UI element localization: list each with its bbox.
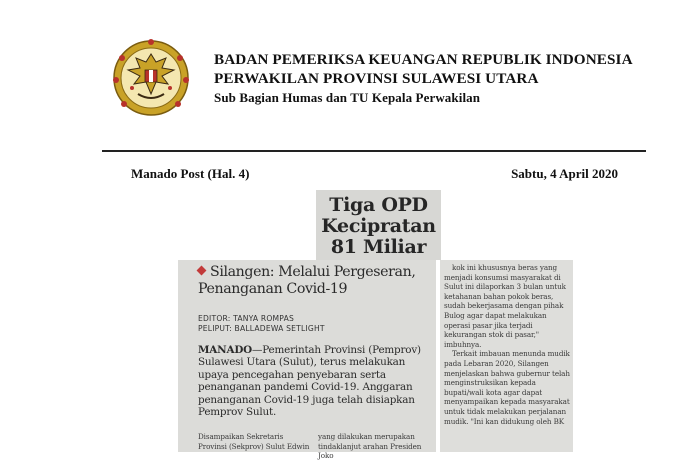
letterhead [214,50,684,106]
clipping-credits [198,314,325,334]
body-column-a: Disampaikan Sekretaris Provinsi (Sekprov) Sulut Edwin [198,432,310,451]
newspaper-source: Manado Post (Hal. 4) [131,166,250,181]
reporter-credit: PELIPUT: BALLADEWA SETLIGHT [198,324,325,333]
headline-line: Kecipratan [321,215,436,237]
headline-line: Tiga OPD [329,194,428,216]
side-paragraph-2: Terkait imbauan menunda mudik pada Lebaran 2020, Silangen menjelaskan bahwa gubernur telah menginstruksikan kepada bupati/wali kota agar dapat menyampaikan kepada masyarakat untuk tidak melakukan perjalanan mudik. "Ini kan didukung oleh BK [444,349,570,426]
header-divider [102,150,646,152]
org-subdivision: Sub Bagian Humas dan TU Kepala Perwakilan [214,90,481,105]
org-branch: PERWAKILAN PROVINSI SULAWESI UTARA [214,70,539,87]
editor-credit: EDITOR: TANYA ROMPAS [198,314,295,323]
lead-paragraph [198,344,430,418]
side-paragraph-1: kok ini khususnya beras yang menjadi konsumsi masyarakat di Sulut ini dilaporkan 3 bulan untuk ketahanan bahan pokok beras, sudah bekerjasama dengan pihak Bulog agar dapat melakukan operasi pasar jika terjadi kekurangan stok di pasar," imbuhnya. [444,263,566,349]
side-column-text [444,263,570,426]
subheadline-text: Silangen: Melalui Pergeseran, Penanganan Covid-19 [198,264,416,297]
diamond-bullet-icon [197,265,207,275]
newspaper-clipping [178,190,573,461]
body-column-b: yang dilakukan merupakan tindaklanjut arahan Presiden Joko [318,432,422,461]
dateline: MANADO [198,344,252,356]
org-name: BADAN PEMERIKSA KEUANGAN REPUBLIK INDONESIA [214,51,633,68]
clipping-side-column [440,260,573,452]
garuda-emblem-icon [110,36,192,118]
lead-text: —Pemerintah Provinsi (Pemprov) Sulawesi Utara (Sulut), terus melakukan upaya pencegahan penyebaran serta penanganan pandemi Covid-19. Anggaran penanganan Covid-19 juga telah disiapkan Pemprov Sulut. [198,344,421,419]
clipping-headline [316,190,441,260]
publication-date: Sabtu, 4 April 2020 [511,166,618,181]
headline-line: 81 Miliar [330,236,427,258]
clipping-main-column [178,260,436,461]
clipping-subheadline [198,264,433,298]
